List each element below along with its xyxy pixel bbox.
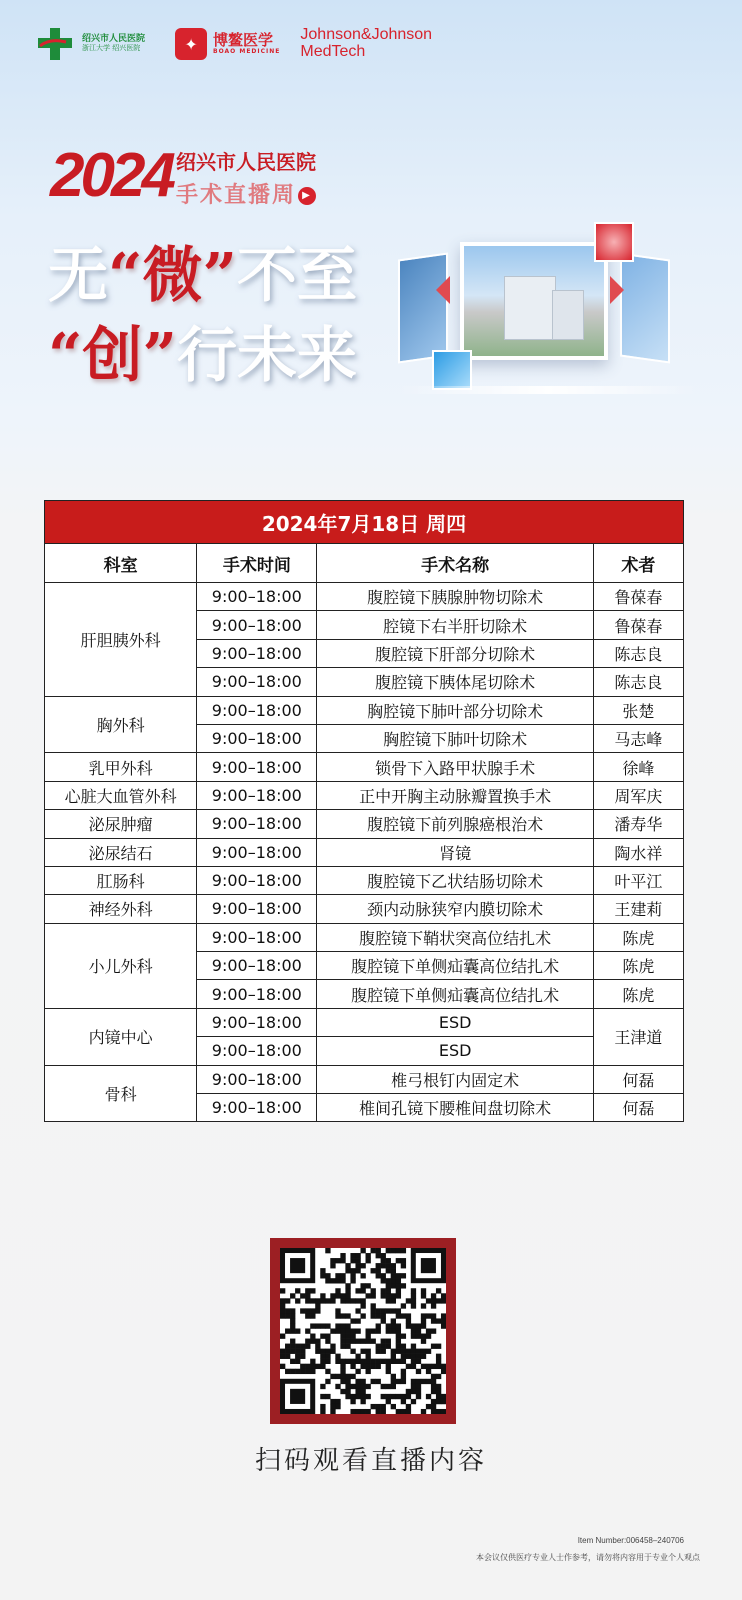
cell-surgeon: 陈虎 — [593, 980, 683, 1008]
cell-dept: 乳甲外科 — [45, 753, 197, 781]
cell-surgery: 椎弓根钉内固定术 — [317, 1065, 593, 1093]
tech-panel — [432, 350, 472, 390]
building-shape-2 — [552, 290, 584, 340]
header-time: 手术时间 — [197, 544, 317, 583]
slogan1-post: 不至 — [237, 241, 358, 311]
boao-name-en: BOAO MEDICINE — [213, 47, 281, 55]
table-row — [45, 838, 684, 866]
cell-time: 9:00–18:00 — [197, 639, 317, 667]
jj-logo-line2: MedTech — [300, 43, 366, 60]
cell-surgeon: 张楚 — [593, 696, 683, 724]
jj-logo-line1: Johnson&Johnson — [300, 26, 433, 44]
table-row — [45, 810, 684, 838]
event-host: 绍兴市人民医院 — [176, 150, 316, 174]
cell-time: 9:00–18:00 — [197, 952, 317, 980]
cell-dept: 心脏大血管外科 — [45, 781, 197, 809]
cell-surgeon: 鲁葆春 — [593, 611, 683, 639]
logo-row — [36, 22, 432, 66]
cell-time: 9:00–18:00 — [197, 923, 317, 951]
cell-surgeon: 何磊 — [593, 1094, 683, 1122]
cell-surgery: 腹腔镜下肝部分切除术 — [317, 639, 593, 667]
cell-surgeon: 徐峰 — [593, 753, 683, 781]
collage-floor — [398, 386, 698, 394]
cell-time: 9:00–18:00 — [197, 1094, 317, 1122]
slogan2-post: 行未来 — [177, 321, 358, 391]
cell-time: 9:00–18:00 — [197, 838, 317, 866]
table-row — [45, 923, 684, 951]
schedule-title: 2024年7月18日 周四 — [45, 501, 684, 544]
table-row — [45, 781, 684, 809]
cell-surgeon: 陈虎 — [593, 923, 683, 951]
event-year: 2024 — [50, 141, 172, 210]
cell-dept: 神经外科 — [45, 895, 197, 923]
hospital-logo-name: 绍兴市人民医院 — [82, 34, 146, 45]
table-row — [45, 1008, 684, 1036]
cell-surgery: ESD — [317, 1008, 593, 1036]
boao-logo — [175, 28, 280, 60]
cell-surgery: 腹腔镜下胰腺肿物切除术 — [317, 583, 593, 611]
table-row — [45, 583, 684, 611]
slogan-line-2 — [48, 308, 357, 394]
hospital-collage — [398, 218, 698, 418]
disclaimer: 本会议仅供医疗专业人士作参考，请勿将内容用于专业个人观点 — [476, 1553, 700, 1562]
event-name-line — [176, 178, 316, 209]
cell-surgery: 正中开胸主动脉瓣置换手术 — [317, 781, 593, 809]
cell-surgery: ESD — [317, 1037, 593, 1065]
left-arrow-icon — [436, 276, 450, 304]
slogan2-red: “创” — [48, 321, 178, 391]
play-icon: ▶ — [298, 187, 316, 205]
cell-dept: 肛肠科 — [45, 866, 197, 894]
cell-time: 9:00–18:00 — [197, 753, 317, 781]
qr-code[interactable] — [270, 1238, 456, 1424]
boao-icon: ✦ — [175, 28, 207, 60]
cell-time: 9:00–18:00 — [197, 866, 317, 894]
cell-time: 9:00–18:00 — [197, 1037, 317, 1065]
cell-time: 9:00–18:00 — [197, 724, 317, 752]
cell-surgery: 椎间孔镜下腰椎间盘切除术 — [317, 1094, 593, 1122]
hospital-building-photo — [460, 242, 608, 360]
slogan1-pre: 无 — [48, 241, 108, 311]
item-number: Item Number:006458–240706 — [577, 1536, 684, 1545]
cell-time: 9:00–18:00 — [197, 668, 317, 696]
treatment-panel — [620, 252, 670, 363]
header-surgeon: 术者 — [593, 544, 683, 583]
qr-caption: 扫码观看直播内容 — [254, 1446, 487, 1476]
table-row — [45, 753, 684, 781]
cell-dept: 泌尿肿瘤 — [45, 810, 197, 838]
event-name: 手术直播周 — [176, 183, 297, 208]
cell-surgery: 腹腔镜下单侧疝囊高位结扎术 — [317, 980, 593, 1008]
cell-time: 9:00–18:00 — [197, 696, 317, 724]
cell-time: 9:00–18:00 — [197, 1065, 317, 1093]
cell-dept: 骨科 — [45, 1065, 197, 1122]
slogan-line-1 — [48, 228, 357, 314]
cell-dept: 肝胆胰外科 — [45, 583, 197, 697]
cell-time: 9:00–18:00 — [197, 980, 317, 1008]
cell-surgeon: 陈虎 — [593, 952, 683, 980]
building-shape — [504, 276, 556, 340]
cell-time: 9:00–18:00 — [197, 1008, 317, 1036]
schedule-title-row — [45, 501, 684, 544]
cell-surgery: 锁骨下入路甲状腺手术 — [317, 753, 593, 781]
cell-time: 9:00–18:00 — [197, 895, 317, 923]
cell-surgeon: 陈志良 — [593, 639, 683, 667]
cell-surgeon: 马志峰 — [593, 724, 683, 752]
cell-surgery: 腔镜下右半肝切除术 — [317, 611, 593, 639]
right-arrow-icon — [610, 276, 624, 304]
cell-dept: 小儿外科 — [45, 923, 197, 1008]
cell-time: 9:00–18:00 — [197, 810, 317, 838]
cell-time: 9:00–18:00 — [197, 781, 317, 809]
cell-surgeon: 周军庆 — [593, 781, 683, 809]
cell-surgery: 腹腔镜下鞘状突高位结扎术 — [317, 923, 593, 951]
schedule-header-row — [45, 544, 684, 583]
cell-surgeon: 王建莉 — [593, 895, 683, 923]
qr-pattern[interactable] — [280, 1248, 446, 1414]
cell-dept: 内镜中心 — [45, 1008, 197, 1065]
cell-surgeon: 鲁葆春 — [593, 583, 683, 611]
table-row — [45, 895, 684, 923]
surgery-schedule-table — [44, 500, 684, 1122]
cell-time: 9:00–18:00 — [197, 611, 317, 639]
header-banner — [0, 0, 742, 500]
slogan1-red: “微” — [108, 241, 238, 311]
cell-surgery: 胸腔镜下肺叶切除术 — [317, 724, 593, 752]
cell-surgery: 腹腔镜下前列腺癌根治术 — [317, 810, 593, 838]
hospital-cross-icon — [36, 26, 76, 62]
hospital-logo — [36, 26, 145, 62]
cell-surgeon: 陈志良 — [593, 668, 683, 696]
cell-dept: 泌尿结石 — [45, 838, 197, 866]
cell-time: 9:00–18:00 — [197, 583, 317, 611]
hospital-logo-sub: 浙江大学 绍兴医院 — [82, 44, 141, 53]
cell-surgery: 胸腔镜下肺叶部分切除术 — [317, 696, 593, 724]
cell-surgery: 腹腔镜下单侧疝囊高位结扎术 — [317, 952, 593, 980]
cell-surgeon: 何磊 — [593, 1065, 683, 1093]
header-surgery: 手术名称 — [317, 544, 593, 583]
boao-name: 博鳌医学 — [213, 31, 274, 50]
cell-surgery: 腹腔镜下乙状结肠切除术 — [317, 866, 593, 894]
jj-logo — [300, 27, 432, 61]
table-row — [45, 696, 684, 724]
cell-surgery: 腹腔镜下胰体尾切除术 — [317, 668, 593, 696]
cell-surgeon: 陶水祥 — [593, 838, 683, 866]
cell-surgeon: 潘寿华 — [593, 810, 683, 838]
cell-surgery: 肾镜 — [317, 838, 593, 866]
table-row — [45, 1065, 684, 1093]
cell-dept: 胸外科 — [45, 696, 197, 753]
cell-surgery: 颈内动脉狭窄内膜切除术 — [317, 895, 593, 923]
header-dept: 科室 — [45, 544, 197, 583]
cell-surgeon: 叶平江 — [593, 866, 683, 894]
lung-panel — [594, 222, 634, 262]
cell-surgeon: 王津道 — [593, 1008, 683, 1065]
anatomy-panel — [398, 252, 448, 363]
table-row — [45, 866, 684, 894]
qr-code-image — [280, 1248, 446, 1414]
